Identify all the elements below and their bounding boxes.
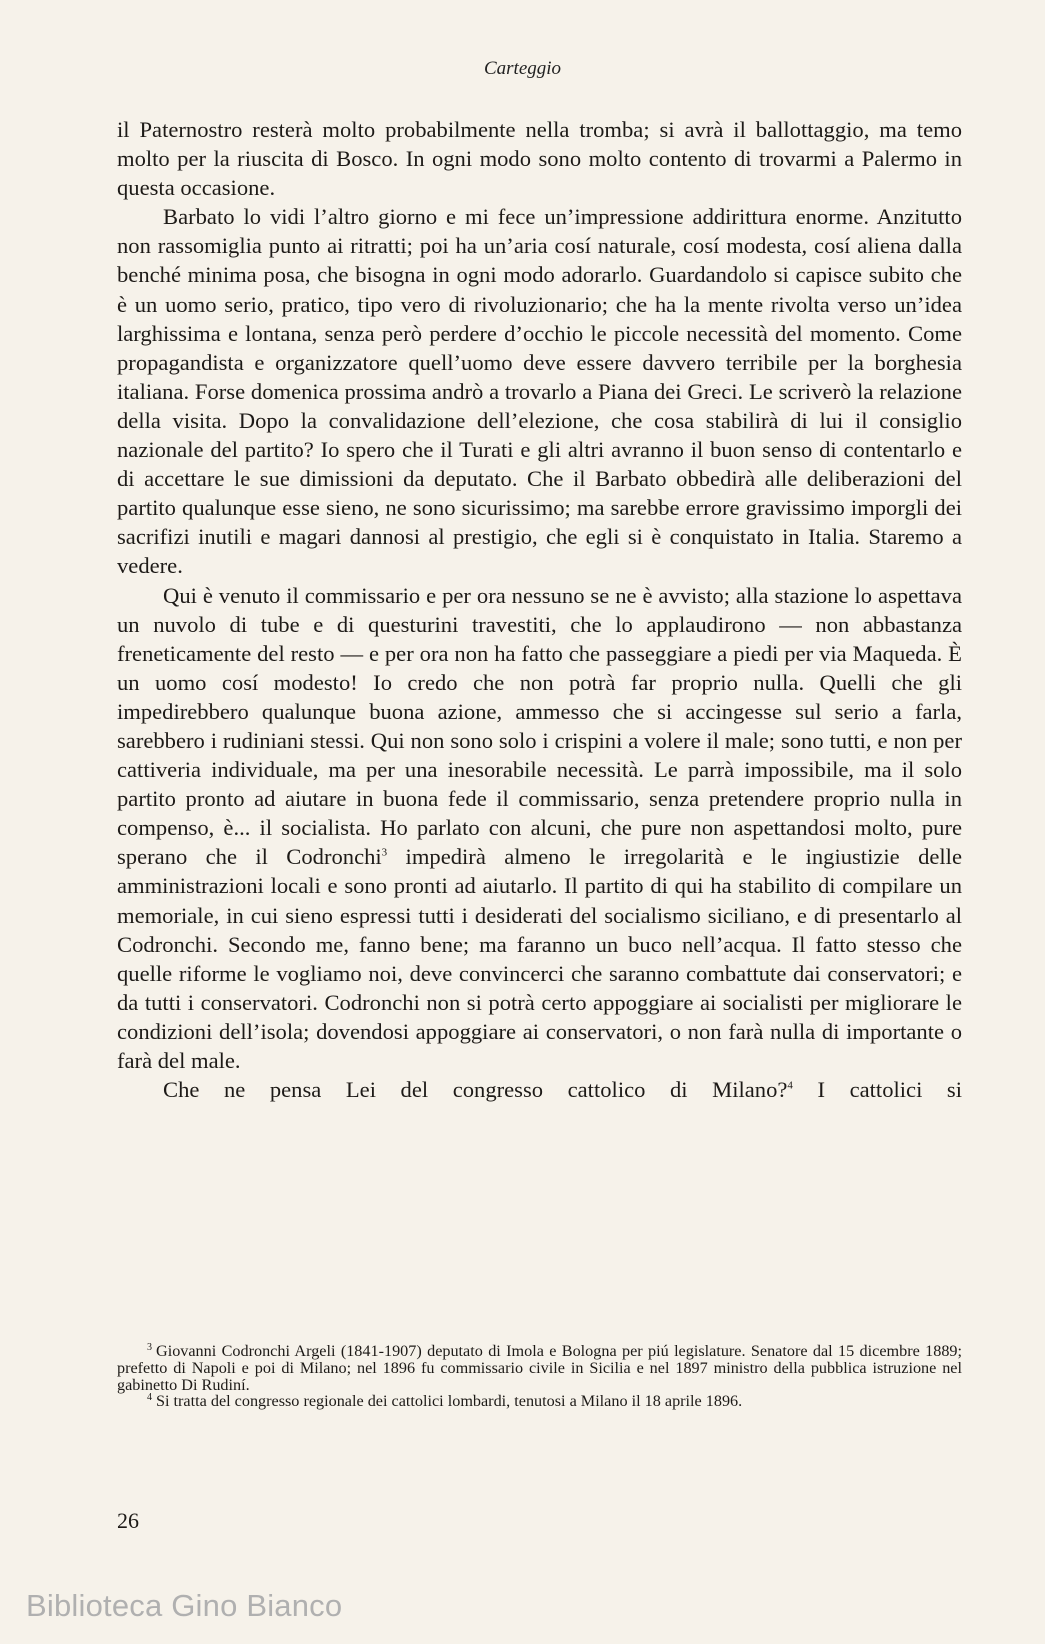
footnote-text: Giovanni Codronchi Argeli (1841-1907) deputato di Imola e Bologna per piú legislature. Senatore dal 15 dicembre 1889; prefetto di Napoli e poi di Milano; nel 1896 fu commissario civile in Sicilia e nel 1897 ministro della pubblica istruzione nel gabinetto Di Rudiní. bbox=[117, 1342, 962, 1394]
paragraph-continuation: il Paternostro resterà molto probabilmente nella tromba; si avrà il ballottaggio, ma temo molto per la riuscita di Bosco. In ogni modo sono molto contento di trovarmi a Palermo in questa occasione. bbox=[117, 117, 962, 201]
paragraph-congresso bbox=[117, 1075, 962, 1104]
footnote-ref[interactable]: 3 bbox=[381, 846, 388, 859]
paragraph-barbato: Barbato lo vidi l’altro giorno e mi fece un’impressione addirittura enorme. Anzitutto non rassomiglia punto ai ritratti; poi ha un’aria cosí naturale, cosí modesta, cosí aliena dalla benché minima posa, che bisogna in ogni modo adorarlo. Guardandolo si capisce subito che è un uomo serio, pratico, tipo vero di rivoluzionario; che ha la mente rivolta verso un’idea larghissima e lontana, senza però perdere d’occhio le piccole necessità del momento. Come propagandista e organizzatore quell’uomo deve essere davvero terribile per la borghesia italiana. Forse domenica prossima andrò a trovarlo a Piana dei Greci. Le scriverò la relazione della visita. Dopo la convalidazione dell’elezione, che cosa stabilirà di lui il consiglio nazionale del partito? Io spero che il Turati e gli altri avranno il buon senso di contentarlo e di accettare le sue dimissioni da deputato. Che il Barbato obbedirà alle deliberazioni del partito qualunque esse sieno, ne sono sicurissimo; ma sarebbe errore gravissimo imporgli dei sacrifizi inutili e magari dannosi al prestigio, che egli si è conquistato in Italia. Staremo a vedere. bbox=[117, 204, 962, 579]
footnote-ref[interactable]: 4 bbox=[787, 1079, 793, 1092]
paragraph-text: Che ne pensa Lei del congresso cattolico di Milano? bbox=[163, 1077, 788, 1103]
footnote-number: 4 bbox=[147, 1392, 152, 1403]
page-number: 26 bbox=[117, 1508, 139, 1533]
body-text bbox=[117, 115, 962, 1104]
library-watermark: Biblioteca Gino Bianco bbox=[26, 1588, 343, 1623]
footnote-text: Si tratta del congresso regionale dei cattolici lombardi, tenutosi a Milano il 18 aprile 1896. bbox=[156, 1392, 743, 1411]
paragraph-text: I cattolici si bbox=[792, 1077, 962, 1103]
paragraph-text: impedirà almeno le irregolarità e le ingiustizie delle amministrazioni locali e sono pronti ad aiutarlo. Il partito di qui ha stabilito di compilare un memoriale, in cui sieno espressi tutti i desiderati del socialismo siciliano, e di presentarlo al Codronchi. Secondo me, fanno bene; ma faranno un buco nell’acqua. Il fatto stesso che quelle riforme le vogliamo noi, deve convincerci che saranno combattute dai conservatori; e da tutti i conservatori. Codronchi non si potrà certo appoggiare ai socialisti per migliorare le condizioni dell’isola; dovendosi appoggiare ai conservatori, o non farà nulla di importante o farà del male. bbox=[117, 844, 962, 1073]
footnotes bbox=[117, 1343, 962, 1410]
footnote-number: 3 bbox=[147, 1341, 152, 1353]
running-header: Carteggio bbox=[483, 58, 562, 79]
paragraph-text: Qui è venuto il commissario e per ora nessuno se ne è avvisto; alla stazione lo aspettava un nuvolo di tube e di questurini travestiti, che lo applaudirono — non abbastanza freneticamente del resto — e per ora non ha fatto che passeggiare a piedi per via Maqueda. È un uomo cosí modesto! Io credo che non potrà far proprio nulla. Quelli che gli impedirebbero qualunque buona azione, ammesso che si accingesse sul serio a farla, sarebbero i rudiniani stessi. Qui non sono solo i crispini a volere il male; sono tutti, e non per cattiveria individuale, ma per una inesorabile necessità. Le parrà impossibile, ma il solo partito pronto ad aiutare in buona fede il commissario, senza pretendere proprio nulla in compenso, è... il socialista. Ho parlato con alcuni, che pure non aspettandosi molto, pure sperano che il Codronchi bbox=[117, 582, 962, 870]
footnote bbox=[117, 1343, 962, 1393]
footnote bbox=[117, 1393, 962, 1410]
paragraph-commissario bbox=[117, 581, 962, 1076]
